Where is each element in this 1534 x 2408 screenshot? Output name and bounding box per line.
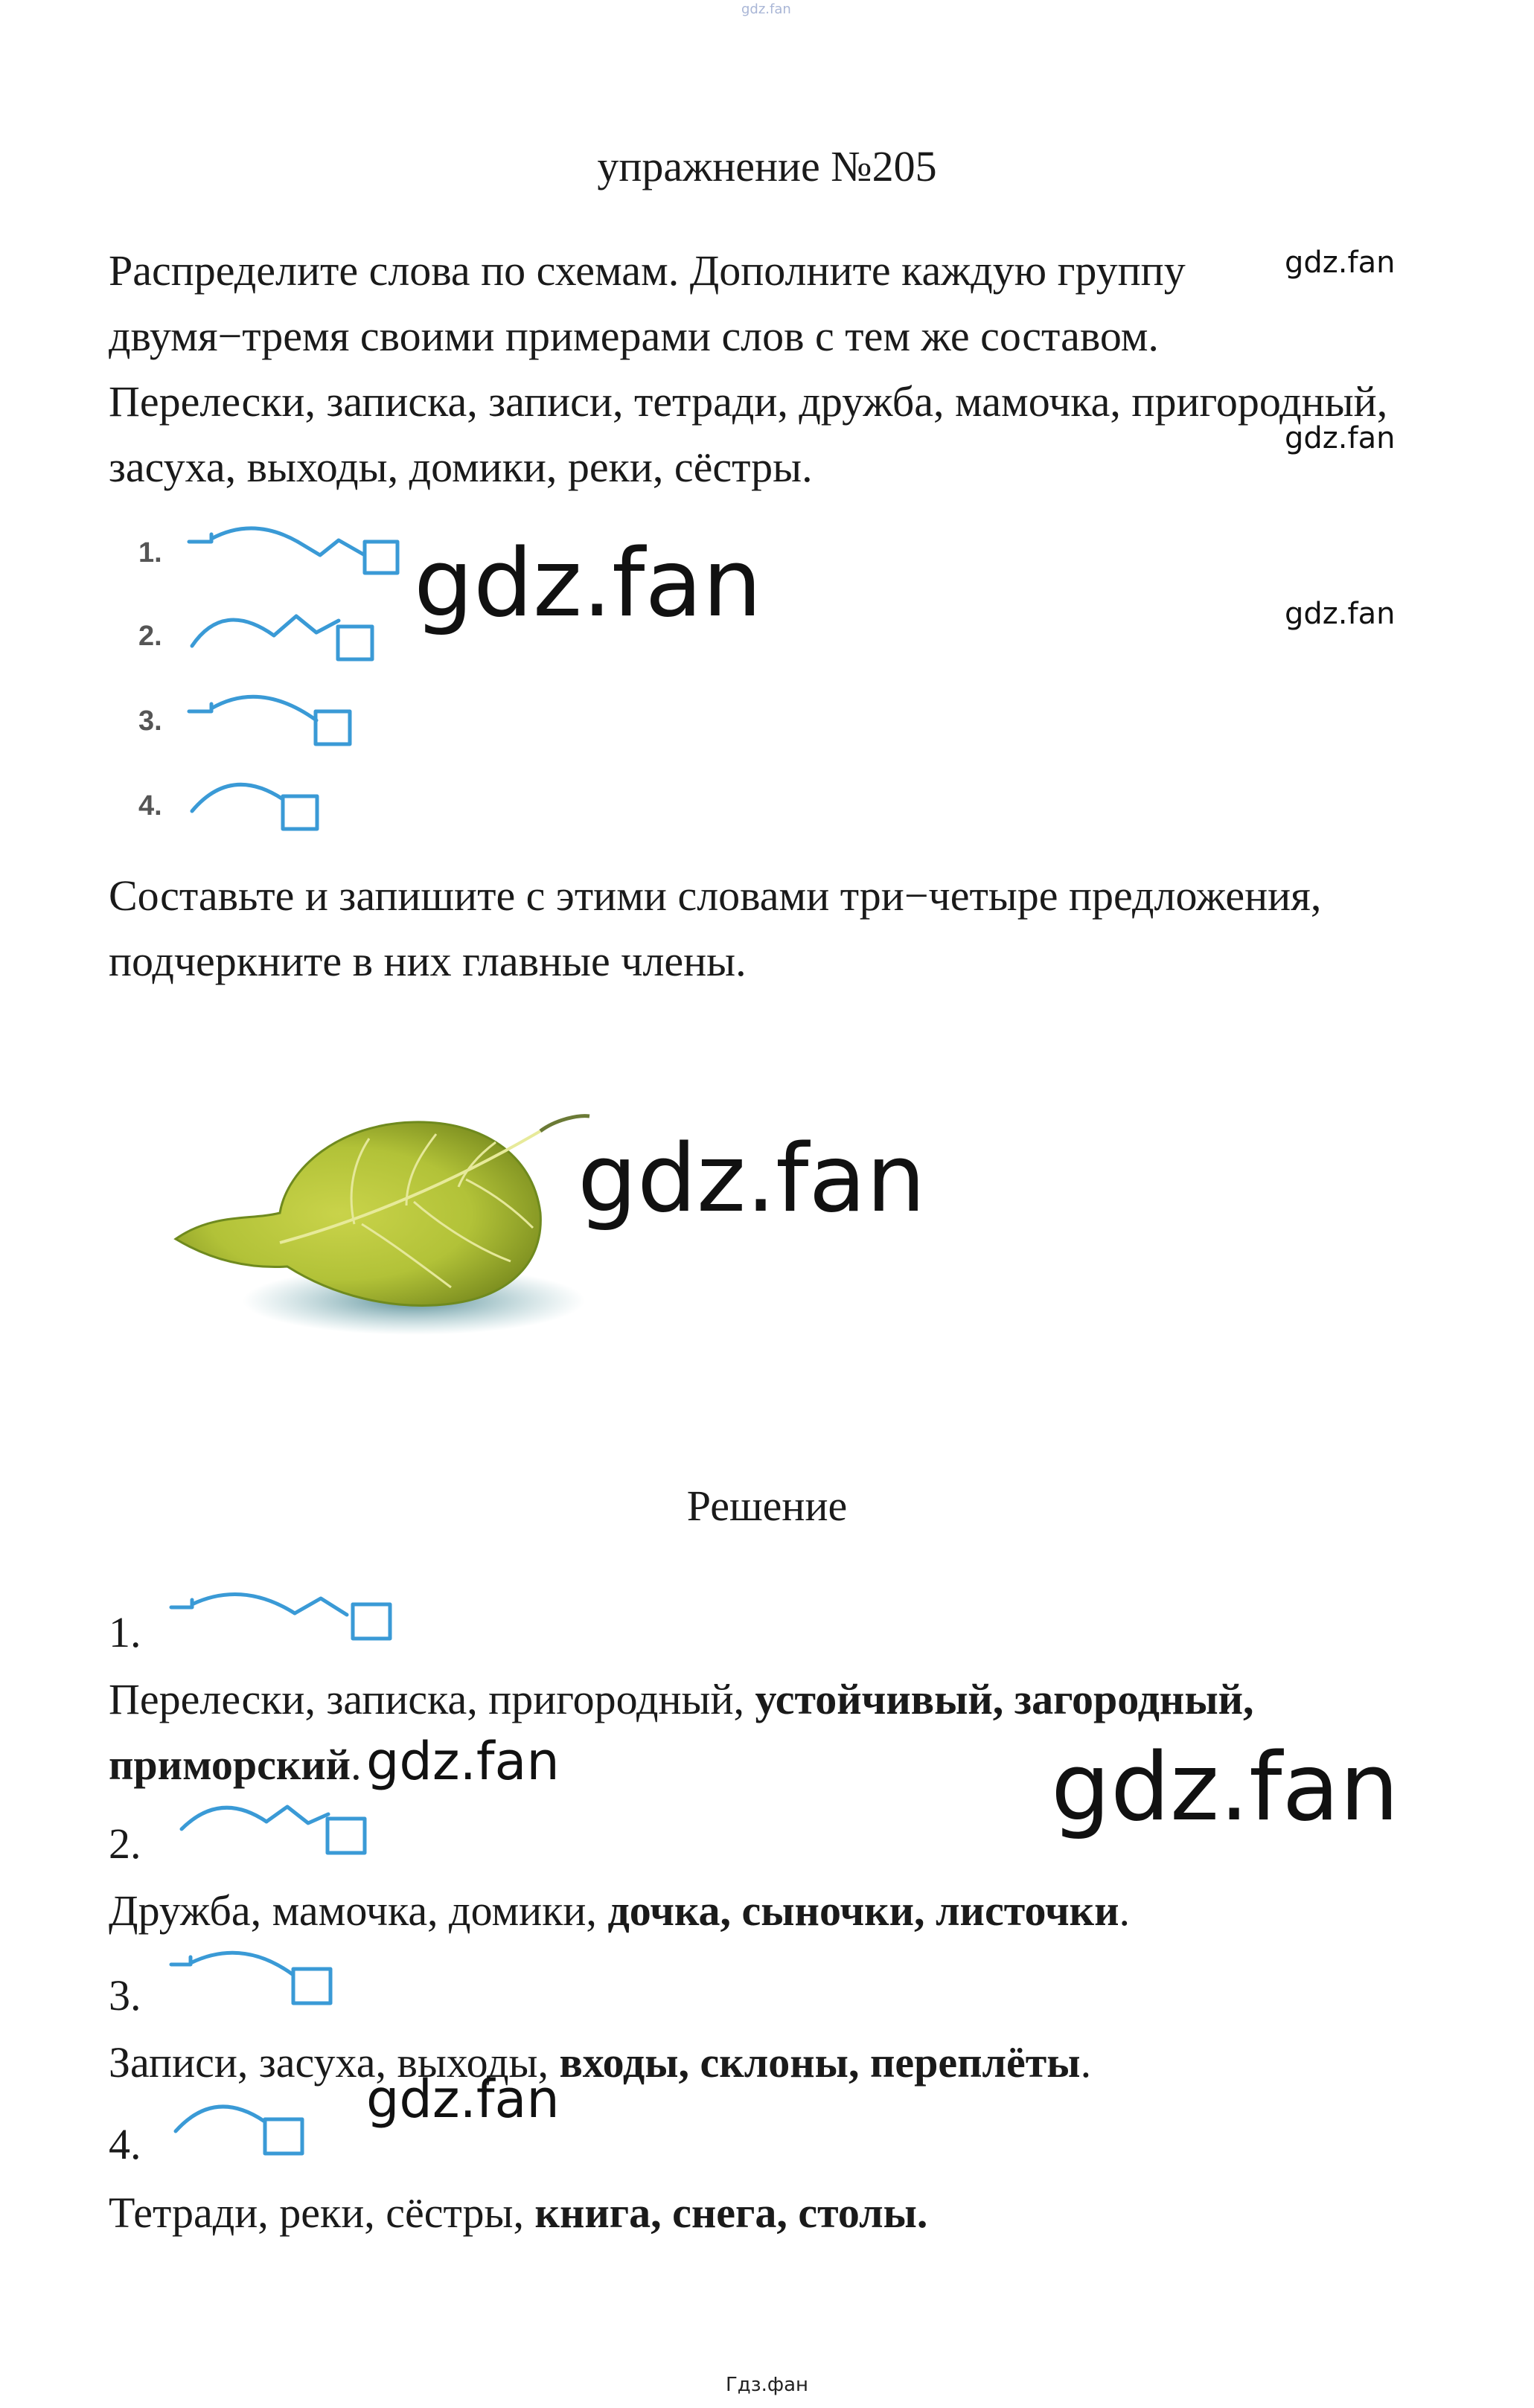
solution-line-3: Записи, засуха, выходы, входы, склоны, переплёты.	[109, 2038, 1092, 2087]
task2-line-1: Составьте и запишите с этими словами три−четыре предложения,	[109, 871, 1322, 920]
scheme-root-ending-icon	[186, 769, 350, 836]
task-line-2: двумя−тремя своими примерами слов с тем же составом.	[109, 312, 1159, 360]
top-watermark: gdz.fan	[741, 1, 791, 17]
watermark-right-2: gdz.fan	[1285, 421, 1396, 455]
watermark-big-1: gdz.fan	[414, 528, 762, 638]
watermark-big-leaf: gdz.fan	[578, 1124, 926, 1233]
watermark-right-3: gdz.fan	[1285, 597, 1396, 631]
task-line-4: засуха, выходы, домики, реки, сёстры.	[109, 443, 813, 491]
solution-scheme-4-icon	[170, 2092, 333, 2159]
watermark-big-right: gdz.fan	[1051, 1732, 1399, 1842]
solution-num-2: 2.	[109, 1819, 141, 1868]
solution-line-4: Тетради, реки, сёстры, книга, снега, столы.	[109, 2188, 928, 2237]
solution-scheme-3-icon	[168, 1944, 354, 2011]
solution-scheme-1-icon	[168, 1585, 406, 1645]
book-scheme-num-1: 1.	[138, 537, 162, 569]
solution-line-1a: Перелески, записка, пригородный, устойчивый, загородный,	[109, 1675, 1254, 1723]
watermark-mid-4: gdz.fan	[366, 2069, 560, 2130]
solution-num-4: 4.	[109, 2120, 141, 2168]
watermark-inline-1: gdz.fan	[366, 1731, 560, 1792]
footer-watermark: Гдз.фан	[725, 2374, 809, 2396]
scheme-prefix-root-suffix-ending-icon	[186, 521, 424, 580]
solution-heading: Решение	[686, 1482, 848, 1530]
watermark-right-1: gdz.fan	[1285, 246, 1396, 280]
solution-num-1: 1.	[109, 1608, 141, 1656]
solution-line-2: Дружба, мамочка, домики, дочка, сыночки, листочки.	[109, 1886, 1130, 1935]
page-title: упражнение №205	[597, 142, 937, 190]
solution-scheme-2-icon	[176, 1793, 377, 1860]
solution-num-3: 3.	[109, 1971, 141, 2020]
leaf-illustration	[168, 1101, 607, 1354]
task-line-3: Перелески, записка, записи, тетради, дружба, мамочка, пригородный,	[109, 377, 1388, 426]
task2-line-2: подчеркните в них главные члены.	[109, 937, 747, 985]
book-scheme-num-2: 2.	[138, 621, 162, 652]
task-line-1: Распределите слова по схемам. Дополните каждую группу	[109, 246, 1186, 295]
book-scheme-num-4: 4.	[138, 790, 162, 822]
solution-line-1b: приморский.	[109, 1741, 362, 1789]
scheme-prefix-root-ending-icon	[186, 685, 380, 752]
book-scheme-num-3: 3.	[138, 705, 162, 737]
scheme-root-suffix-ending-icon	[186, 601, 394, 668]
